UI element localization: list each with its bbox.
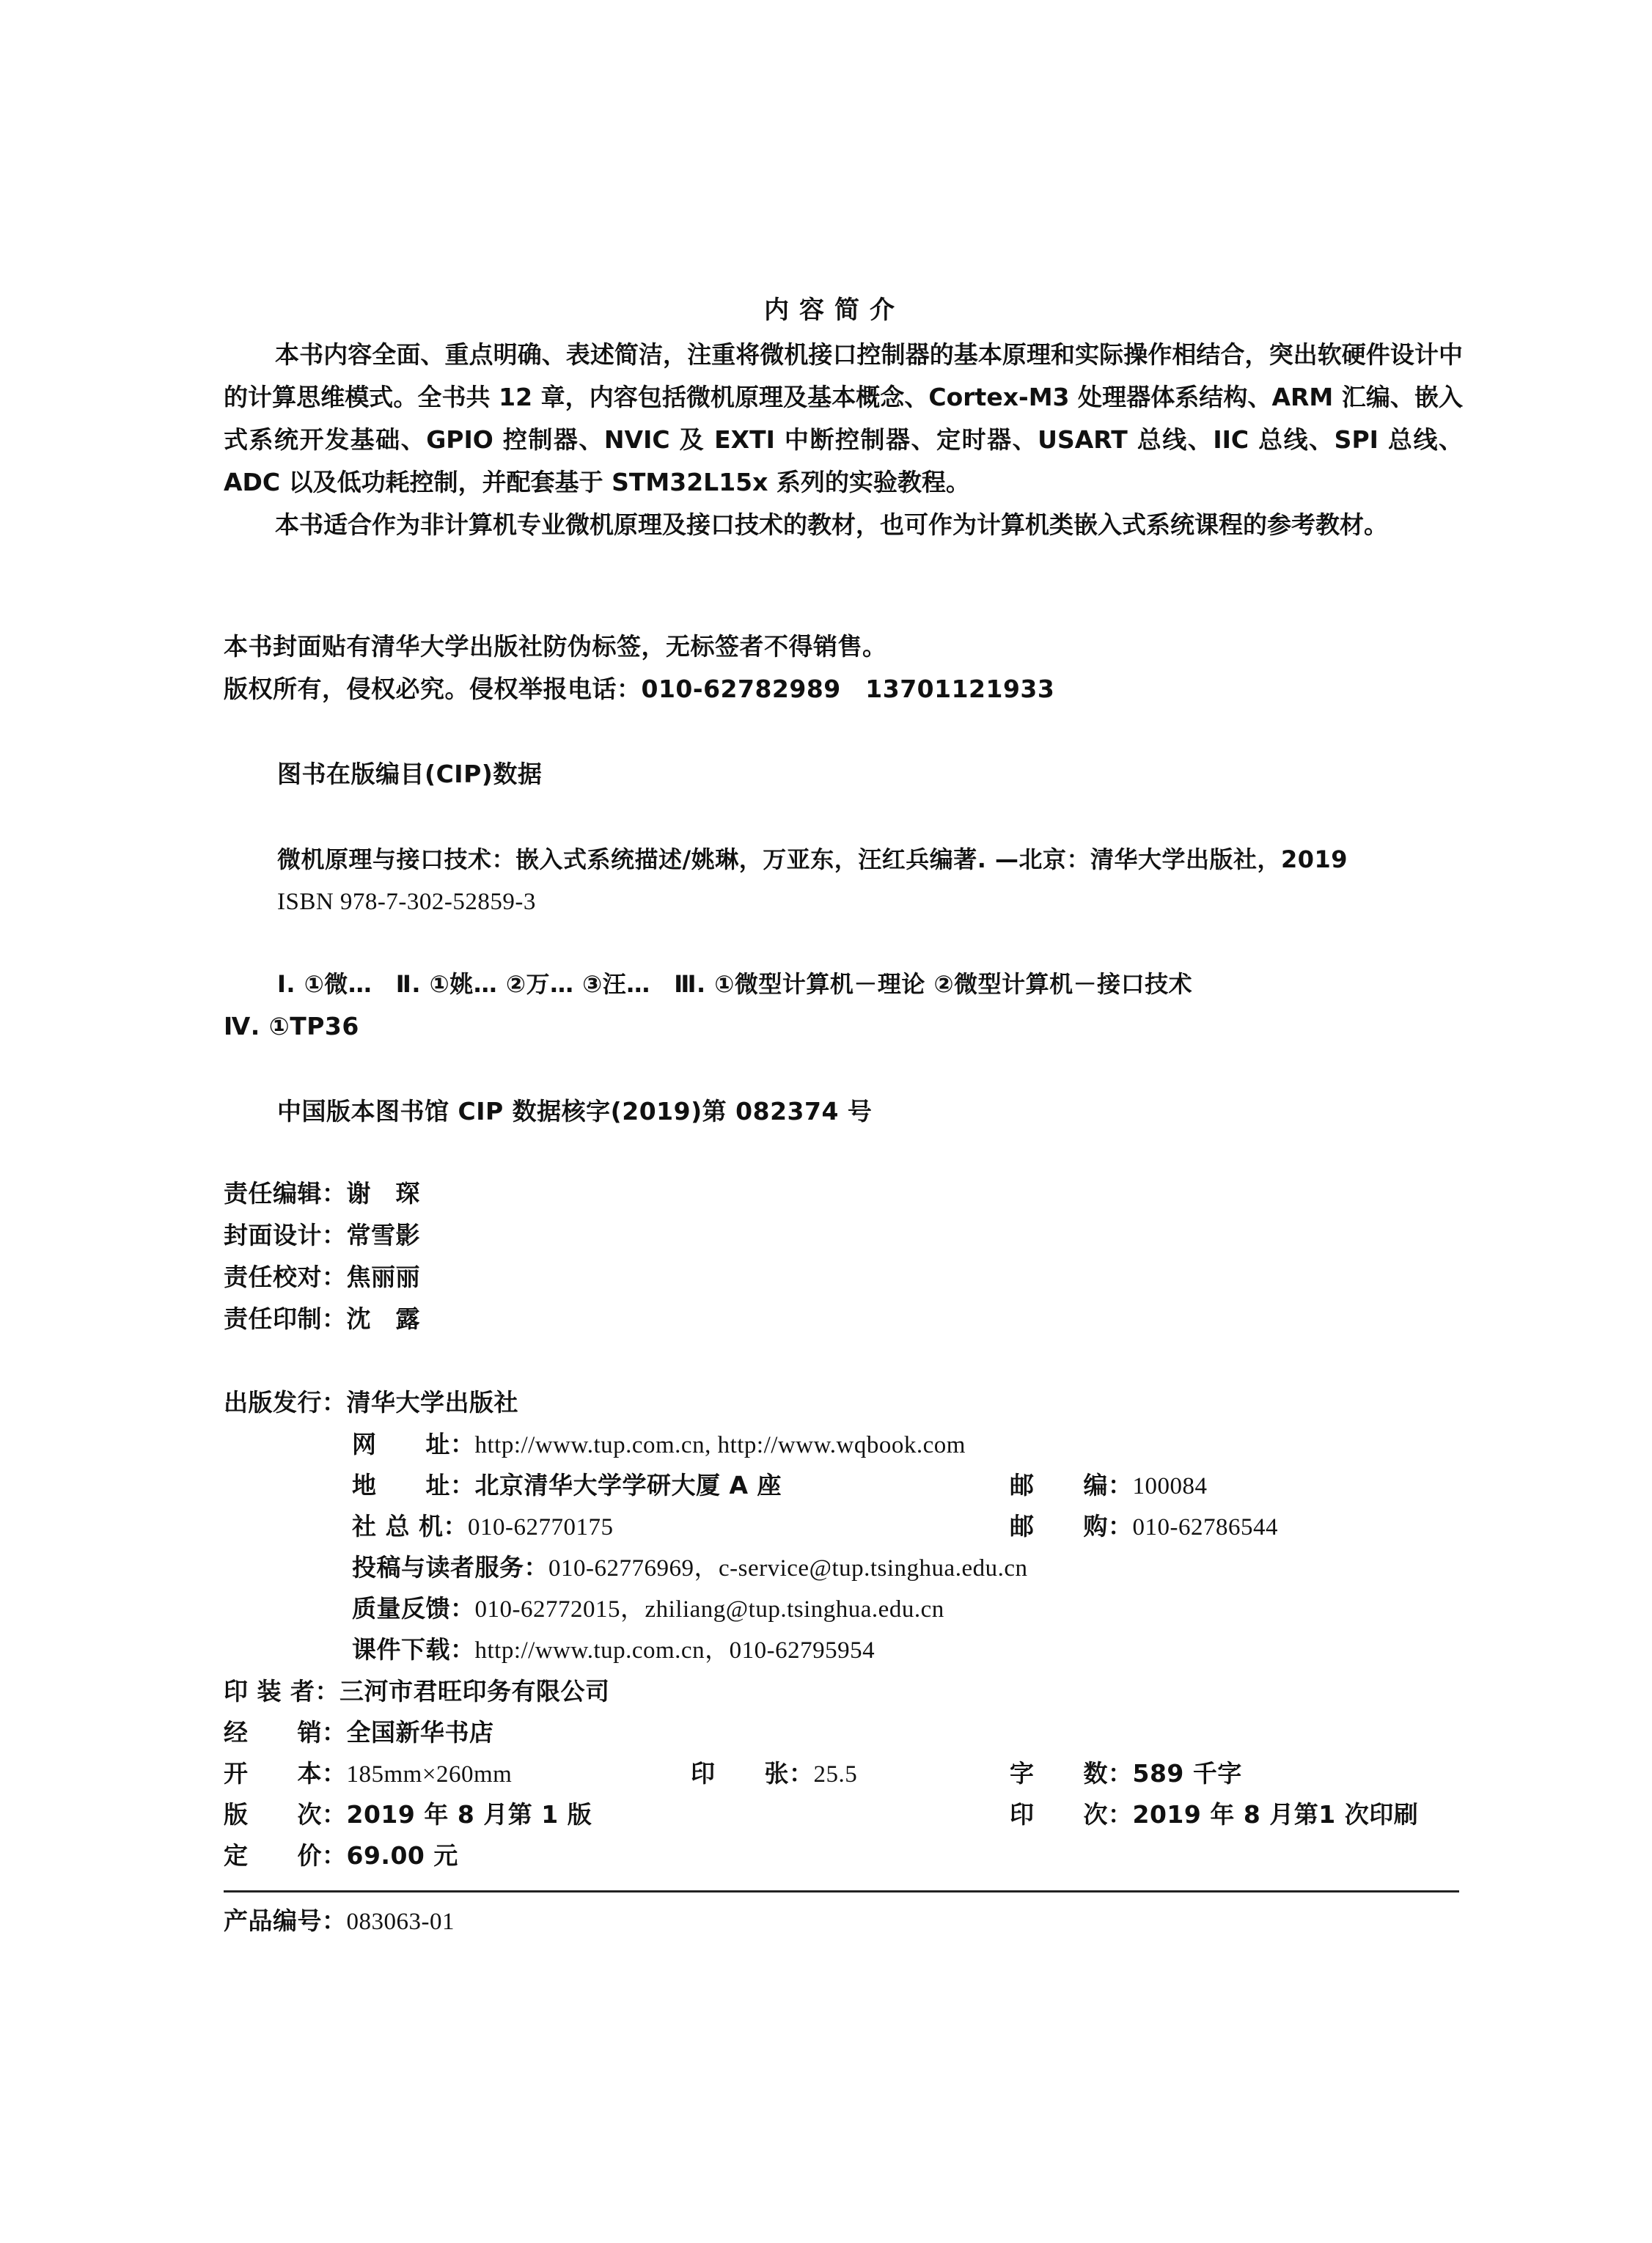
publisher-line	[224, 1388, 518, 1417]
summary-paragraph-1: 本书内容全面、重点明确、表述简洁，注重将微机接口控制器的基本原理和实际操作相结合，突出软硬件设计中的计算思维模式。全书共 12 章，内容包括微机原理及基本概念、Cortex-M3 处理器体系结构、ARM 汇编、嵌入式系统开发基础、GPIO 控制器、NVIC 及 EXTI 中断控制器、定时器、USART 总线、IIC 总线、SPI 总线、ADC 以及低功耗控制，并配套基于 STM32L15x 系列的实验教程。	[224, 340, 1463, 496]
publisher-switchboard	[352, 1512, 613, 1542]
cip-record: 微机原理与接口技术：嵌入式系统描述/姚琳，万亚东，汪红兵编著. —北京：清华大学出版社，2019	[277, 845, 1348, 873]
edition-label: 版 次：	[224, 1800, 347, 1829]
publisher-download	[352, 1635, 875, 1665]
postcode-label: 邮 编：	[1010, 1471, 1133, 1499]
mail-order-label: 邮 购：	[1010, 1512, 1133, 1541]
switchboard-label: 社 总 机：	[352, 1512, 468, 1541]
address-value: 北京清华大学学研大厦 A 座	[474, 1471, 782, 1499]
summary-title: 内容简介	[764, 295, 905, 325]
word-count-line	[1010, 1759, 1242, 1788]
divider-rule	[224, 1890, 1459, 1893]
sheets-line	[691, 1759, 857, 1789]
format-label: 开 本：	[224, 1759, 347, 1788]
publisher-postcode	[1010, 1471, 1208, 1501]
address-label: 地 址：	[352, 1471, 475, 1499]
word-count-value: 589 千字	[1132, 1759, 1242, 1788]
publisher-mail-order	[1010, 1512, 1278, 1542]
price-value: 69.00 元	[346, 1841, 458, 1870]
website-link[interactable]: http://www.tup.com.cn, http://www.wqbook.com	[474, 1432, 966, 1458]
postcode-value: 100084	[1132, 1473, 1208, 1499]
cip-classification-line2: Ⅳ. ①TP36	[224, 1012, 359, 1040]
price-line	[224, 1841, 458, 1871]
edition-line	[224, 1800, 592, 1829]
publisher-feedback	[352, 1594, 944, 1624]
staff-value: 谢 琛	[346, 1179, 420, 1208]
product-number-label: 产品编号：	[224, 1906, 347, 1935]
printing-label: 印 次：	[1010, 1800, 1133, 1829]
distributor-label: 经 销：	[224, 1718, 347, 1747]
printing-value: 2019 年 8 月第1 次印刷	[1132, 1800, 1419, 1829]
download-link[interactable]: http://www.tup.com.cn，010-62795954	[474, 1637, 875, 1664]
download-label: 课件下载：	[352, 1635, 475, 1664]
feedback-value[interactable]: 010-62772015，zhiliang@tup.tsinghua.edu.cn	[474, 1596, 944, 1623]
printer-line	[224, 1677, 609, 1706]
cip-heading: 图书在版编目(CIP)数据	[277, 760, 543, 788]
copyright-notice: 版权所有，侵权必究。侵权举报电话：010-62782989 13701121933	[224, 675, 1055, 703]
distributor-line	[224, 1718, 494, 1747]
staff-proofreader	[224, 1263, 420, 1292]
printing-line	[1010, 1800, 1418, 1829]
product-number-line	[224, 1906, 455, 1937]
feedback-label: 质量反馈：	[352, 1594, 475, 1623]
anti-counterfeit-notice: 本书封面贴有清华大学出版社防伪标签，无标签者不得销售。	[224, 632, 887, 661]
product-number-value: 083063-01	[346, 1909, 455, 1935]
publisher-label: 出版发行：	[224, 1388, 347, 1417]
staff-value: 常雪影	[346, 1221, 420, 1249]
printer-label: 印 装 者：	[224, 1677, 339, 1706]
staff-label: 封面设计：	[224, 1221, 347, 1249]
distributor-value: 全国新华书店	[346, 1718, 494, 1747]
mail-order-value: 010-62786544	[1132, 1514, 1278, 1541]
publisher-address	[352, 1471, 782, 1500]
staff-label: 责任编辑：	[224, 1179, 347, 1208]
summary-paragraph-2: 本书适合作为非计算机专业微机原理及接口技术的教材，也可作为计算机类嵌入式系统课程的参考教材。	[275, 510, 1388, 539]
word-count-label: 字 数：	[1010, 1759, 1133, 1788]
cip-classification-line1: Ⅰ. ①微… Ⅱ. ①姚… ②万… ③汪… Ⅲ. ①微型计算机－理论 ②微型计算机－接口技术	[277, 970, 1193, 998]
publisher-website	[352, 1430, 966, 1460]
publisher-reader-service	[352, 1553, 1028, 1583]
format-value: 185mm×260mm	[346, 1761, 513, 1788]
staff-print-manager	[224, 1304, 420, 1334]
staff-value: 焦丽丽	[346, 1263, 420, 1291]
staff-label: 责任校对：	[224, 1263, 347, 1291]
website-label: 网 址：	[352, 1430, 475, 1458]
price-label: 定 价：	[224, 1841, 347, 1870]
staff-value: 沈 露	[346, 1304, 420, 1333]
printer-value: 三河市君旺印务有限公司	[339, 1677, 610, 1706]
edition-value: 2019 年 8 月第 1 版	[346, 1800, 592, 1829]
sheets-label: 印 张：	[691, 1759, 814, 1788]
cip-isbn: ISBN 978-7-302-52859-3	[277, 889, 536, 915]
format-line	[224, 1759, 512, 1789]
switchboard-value: 010-62770175	[467, 1514, 614, 1541]
sheets-value: 25.5	[813, 1761, 858, 1788]
cip-library-number: 中国版本图书馆 CIP 数据核字(2019)第 082374 号	[277, 1097, 873, 1126]
staff-label: 责任印制：	[224, 1304, 347, 1333]
staff-editor	[224, 1179, 420, 1208]
publisher-name: 清华大学出版社	[346, 1388, 518, 1417]
staff-cover-designer	[224, 1221, 420, 1250]
reader-service-label: 投稿与读者服务：	[352, 1553, 548, 1582]
reader-service-value[interactable]: 010-62776969，c-service@tup.tsinghua.edu.cn	[548, 1555, 1028, 1582]
